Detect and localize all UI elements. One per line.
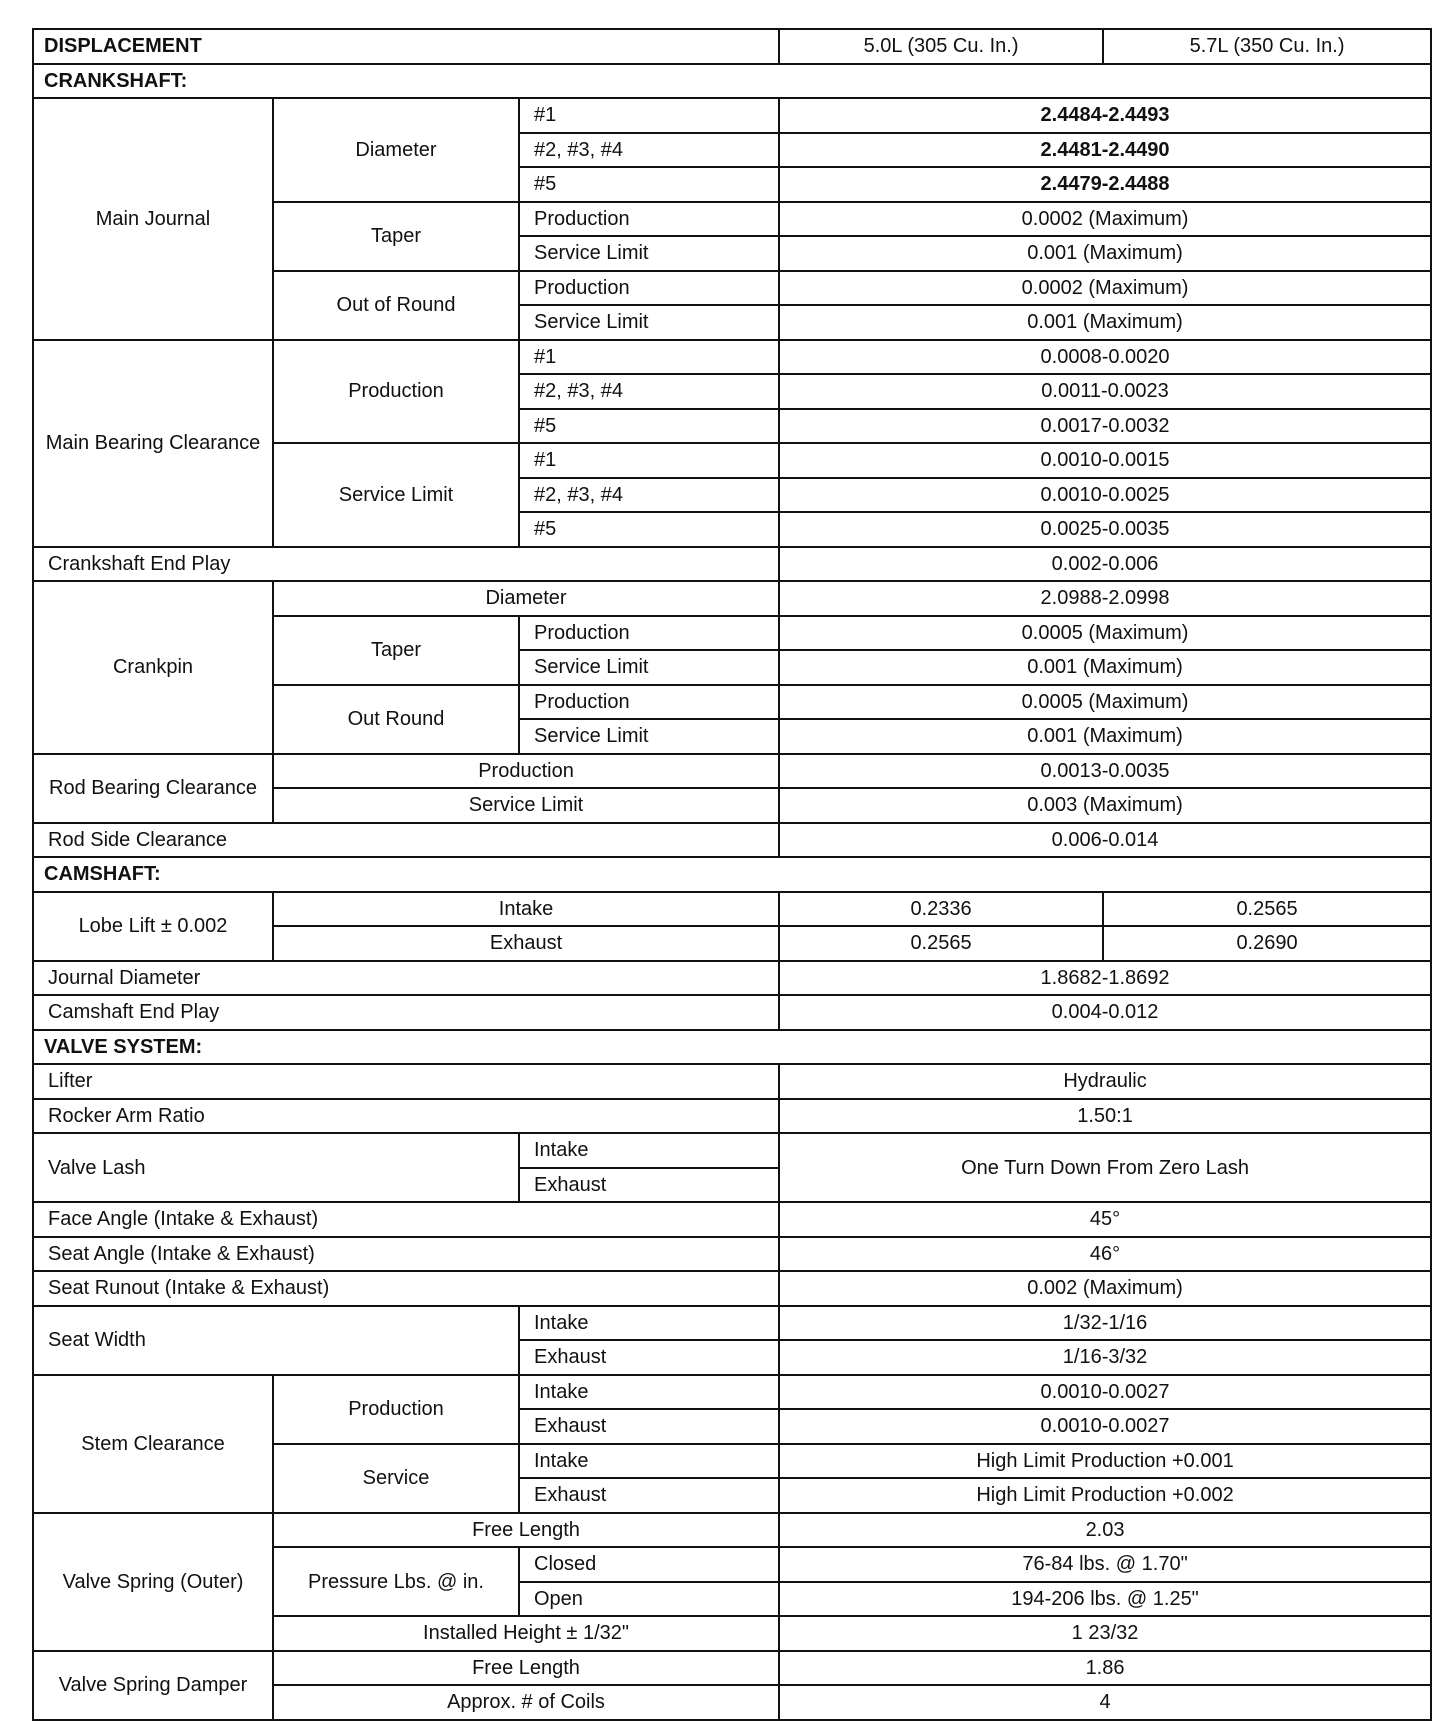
sub-label: Production — [519, 271, 779, 306]
spec-value: 1/32-1/16 — [779, 1306, 1431, 1341]
diameter-label: Diameter — [273, 98, 519, 202]
crankpin-label: Crankpin — [33, 581, 273, 754]
out-round-label: Out Round — [273, 685, 519, 754]
spec-value: 0.004-0.012 — [779, 995, 1431, 1030]
rocker-arm-ratio-label: Rocker Arm Ratio — [33, 1099, 779, 1134]
main-journal-label: Main Journal — [33, 98, 273, 340]
table-row — [33, 1271, 1431, 1306]
spec-value: 2.4479-2.4488 — [779, 167, 1431, 202]
spec-value: 0.002 (Maximum) — [779, 1271, 1431, 1306]
spec-value: 0.0002 (Maximum) — [779, 202, 1431, 237]
spec-value: 1/16-3/32 — [779, 1340, 1431, 1375]
spec-value: 0.0017-0.0032 — [779, 409, 1431, 444]
closed-label: Closed — [519, 1547, 779, 1582]
taper-label: Taper — [273, 202, 519, 271]
spec-value: 0.0008-0.0020 — [779, 340, 1431, 375]
lifter-label: Lifter — [33, 1064, 779, 1099]
production-label: Production — [273, 754, 779, 789]
coils-label: Approx. # of Coils — [273, 1685, 779, 1720]
spec-value: 0.0025-0.0035 — [779, 512, 1431, 547]
service-limit-label: Service Limit — [273, 788, 779, 823]
journal-number: #2, #3, #4 — [519, 374, 779, 409]
table-row — [33, 1306, 1431, 1341]
main-bearing-clearance-label: Main Bearing Clearance — [33, 340, 273, 547]
spec-value: 0.002-0.006 — [779, 547, 1431, 582]
valve-spring-damper-label: Valve Spring Damper — [33, 1651, 273, 1720]
header-row — [33, 29, 1431, 64]
table-row — [33, 961, 1431, 996]
sub-label: Service Limit — [519, 305, 779, 340]
intake-label: Intake — [519, 1375, 779, 1410]
table-row — [33, 1064, 1431, 1099]
journal-number: #5 — [519, 167, 779, 202]
spec-value: High Limit Production +0.002 — [779, 1478, 1431, 1513]
journal-number: #2, #3, #4 — [519, 478, 779, 513]
valve-system-heading: VALVE SYSTEM: — [33, 1030, 1431, 1065]
free-length-label: Free Length — [273, 1651, 779, 1686]
spec-value: 45° — [779, 1202, 1431, 1237]
spec-value: 0.006-0.014 — [779, 823, 1431, 858]
open-label: Open — [519, 1582, 779, 1617]
sub-label: Service Limit — [519, 650, 779, 685]
spec-value: Hydraulic — [779, 1064, 1431, 1099]
spec-value: 2.4481-2.4490 — [779, 133, 1431, 168]
sub-label: Service Limit — [519, 236, 779, 271]
camshaft-heading: CAMSHAFT: — [33, 857, 1431, 892]
face-angle-label: Face Angle (Intake & Exhaust) — [33, 1202, 779, 1237]
spec-value: 0.0002 (Maximum) — [779, 271, 1431, 306]
journal-number: #5 — [519, 512, 779, 547]
spec-value: 1 23/32 — [779, 1616, 1431, 1651]
spec-value: 0.0011-0.0023 — [779, 374, 1431, 409]
sub-label: Production — [519, 202, 779, 237]
seat-width-label: Seat Width — [33, 1306, 519, 1375]
table-row — [33, 754, 1431, 789]
spec-value: 0.0010-0.0027 — [779, 1409, 1431, 1444]
spec-value: 76-84 lbs. @ 1.70" — [779, 1547, 1431, 1582]
diameter-label: Diameter — [273, 581, 779, 616]
spec-value: 0.2565 — [1103, 892, 1431, 927]
table-row — [33, 581, 1431, 616]
table-row — [33, 98, 1431, 133]
spec-value: 0.2336 — [779, 892, 1103, 927]
rod-bearing-clearance-label: Rod Bearing Clearance — [33, 754, 273, 823]
lobe-lift-label: Lobe Lift ± 0.002 — [33, 892, 273, 961]
table-row — [33, 1099, 1431, 1134]
journal-number: #1 — [519, 443, 779, 478]
spec-value: 0.0010-0.0015 — [779, 443, 1431, 478]
spec-value: 0.001 (Maximum) — [779, 719, 1431, 754]
stem-clearance-label: Stem Clearance — [33, 1375, 273, 1513]
exhaust-label: Exhaust — [519, 1168, 779, 1203]
spec-value: 0.0010-0.0027 — [779, 1375, 1431, 1410]
journal-number: #2, #3, #4 — [519, 133, 779, 168]
table-row — [33, 1651, 1431, 1686]
sub-label: Service Limit — [519, 719, 779, 754]
column-5-0l: 5.0L (305 Cu. In.) — [779, 29, 1103, 64]
spec-value: 0.001 (Maximum) — [779, 236, 1431, 271]
specifications-table — [32, 28, 1432, 1721]
spec-value: 0.0005 (Maximum) — [779, 685, 1431, 720]
intake-label: Intake — [273, 892, 779, 927]
intake-label: Intake — [519, 1133, 779, 1168]
service-label: Service — [273, 1444, 519, 1513]
free-length-label: Free Length — [273, 1513, 779, 1548]
valve-spring-outer-label: Valve Spring (Outer) — [33, 1513, 273, 1651]
table-row — [33, 1375, 1431, 1410]
installed-height-label: Installed Height ± 1/32" — [273, 1616, 779, 1651]
sub-label: Production — [519, 616, 779, 651]
spec-value: 1.86 — [779, 1651, 1431, 1686]
crankshaft-end-play-label: Crankshaft End Play — [33, 547, 779, 582]
spec-value: 0.2690 — [1103, 926, 1431, 961]
table-row — [33, 547, 1431, 582]
taper-label: Taper — [273, 616, 519, 685]
out-of-round-label: Out of Round — [273, 271, 519, 340]
spec-value: 2.0988-2.0998 — [779, 581, 1431, 616]
table-row — [33, 892, 1431, 927]
spec-value: 0.0013-0.0035 — [779, 754, 1431, 789]
spec-value: 2.4484-2.4493 — [779, 98, 1431, 133]
spec-value: 0.001 (Maximum) — [779, 650, 1431, 685]
exhaust-label: Exhaust — [519, 1478, 779, 1513]
valve-lash-label: Valve Lash — [33, 1133, 519, 1202]
seat-runout-label: Seat Runout (Intake & Exhaust) — [33, 1271, 779, 1306]
spec-value: 0.001 (Maximum) — [779, 305, 1431, 340]
spec-value: 4 — [779, 1685, 1431, 1720]
table-row — [33, 823, 1431, 858]
spec-value: 1.8682-1.8692 — [779, 961, 1431, 996]
spec-value: 0.0005 (Maximum) — [779, 616, 1431, 651]
production-label: Production — [273, 340, 519, 444]
exhaust-label: Exhaust — [273, 926, 779, 961]
column-5-7l: 5.7L (350 Cu. In.) — [1103, 29, 1431, 64]
spec-value: 46° — [779, 1237, 1431, 1272]
service-limit-label: Service Limit — [273, 443, 519, 547]
spec-value: One Turn Down From Zero Lash — [779, 1133, 1431, 1202]
table-row — [33, 1202, 1431, 1237]
journal-number: #1 — [519, 340, 779, 375]
displacement-heading: DISPLACEMENT — [33, 29, 779, 64]
production-label: Production — [273, 1375, 519, 1444]
seat-angle-label: Seat Angle (Intake & Exhaust) — [33, 1237, 779, 1272]
spec-value: 0.2565 — [779, 926, 1103, 961]
sub-label: Production — [519, 685, 779, 720]
table-row — [33, 1237, 1431, 1272]
journal-number: #1 — [519, 98, 779, 133]
spec-value: 1.50:1 — [779, 1099, 1431, 1134]
exhaust-label: Exhaust — [519, 1340, 779, 1375]
camshaft-end-play-label: Camshaft End Play — [33, 995, 779, 1030]
rod-side-clearance-label: Rod Side Clearance — [33, 823, 779, 858]
spec-value: 194-206 lbs. @ 1.25" — [779, 1582, 1431, 1617]
spec-value: 0.0010-0.0025 — [779, 478, 1431, 513]
spec-value: 2.03 — [779, 1513, 1431, 1548]
journal-diameter-label: Journal Diameter — [33, 961, 779, 996]
table-row — [33, 1513, 1431, 1548]
crankshaft-heading: CRANKSHAFT: — [33, 64, 1431, 99]
table-row — [33, 340, 1431, 375]
spec-value: High Limit Production +0.001 — [779, 1444, 1431, 1479]
table-row — [33, 995, 1431, 1030]
spec-value: 0.003 (Maximum) — [779, 788, 1431, 823]
journal-number: #5 — [519, 409, 779, 444]
intake-label: Intake — [519, 1306, 779, 1341]
pressure-label: Pressure Lbs. @ in. — [273, 1547, 519, 1616]
exhaust-label: Exhaust — [519, 1409, 779, 1444]
intake-label: Intake — [519, 1444, 779, 1479]
table-row — [33, 1133, 1431, 1168]
